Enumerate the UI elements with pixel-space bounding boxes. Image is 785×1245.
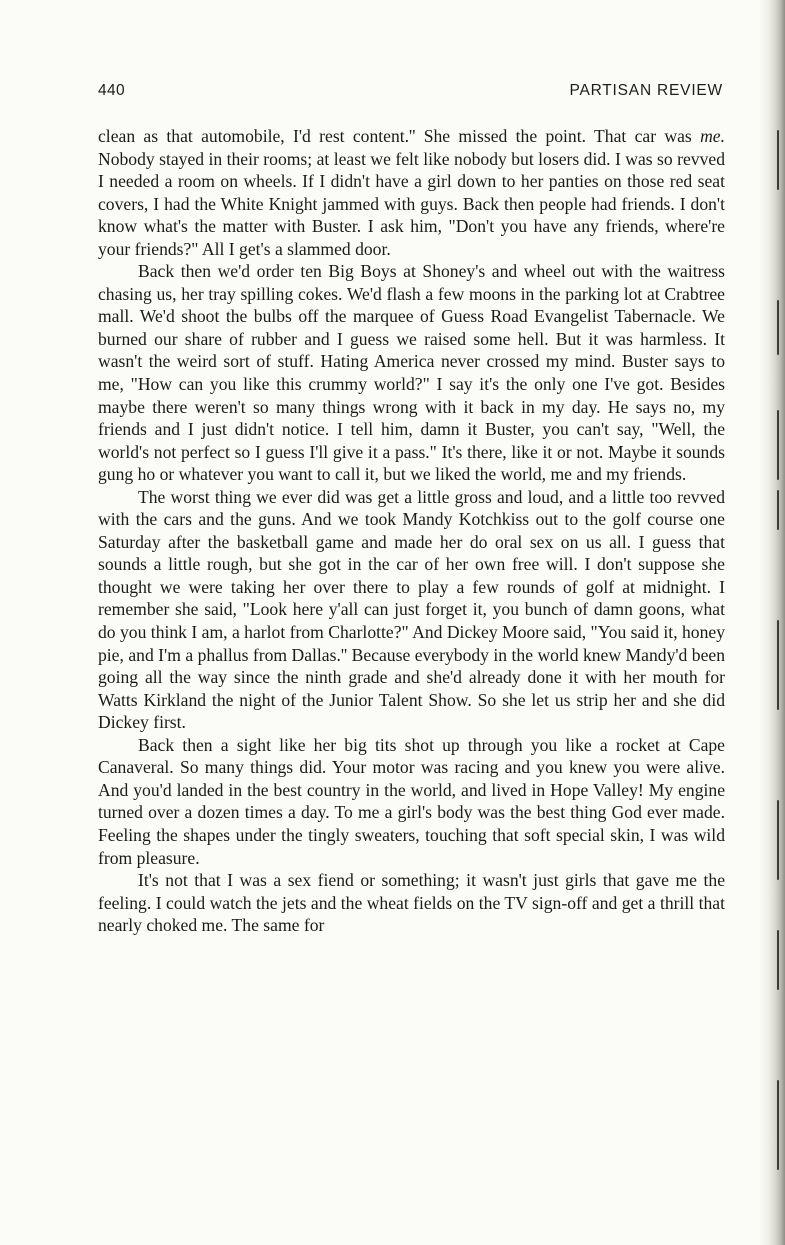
paragraph <box>98 125 725 260</box>
paragraph-text: clean as that automobile, I'd rest content.'' She missed the point. That car was <box>98 126 701 146</box>
paragraph: The worst thing we ever did was get a little gross and loud, and a little too revved with the cars and the guns. And we took Mandy Kotchkiss out to the golf course one Saturday after the basketball game and made her do oral sex on us all. I guess that sounds a little rough, but she got in the car of her own free will. I don't suppose she thought we were taking her over there to play a few rounds of golf at midnight. I remember she said, "Look here y'all can just forget it, you bunch of damn goons, what do you think I am, a harlot from Charlotte?" And Dickey Moore said, "You said it, honey pie, and I'm a phallus from Dallas.'' Because everybody in the world knew Mandy'd been going all the way since the ninth grade and she'd already done it with her mouth for Watts Kirkland the night of the Junior Talent Show. So she let us strip her and she did Dickey first. <box>98 486 725 733</box>
paragraph: It's not that I was a sex fiend or something; it wasn't just girls that gave me the feeling. I could watch the jets and the wheat fields on the TV sign-off and get a thrill that nearly choked me. The same for <box>98 870 725 936</box>
paragraph-text: Nobody stayed in their rooms; at least we felt like nobody but losers did. I was so revved I needed a room on wheels. If I didn't have a girl down to her panties on those red seat covers, I had the White Knight jammed with guys. Back then people had friends. I don't know what's the matter with Buster. I ask him, "Don't you have any friends, where're your friends?" All I get's a slammed door. <box>98 148 725 259</box>
emphasized-word: me. <box>700 126 725 146</box>
running-header <box>98 82 723 106</box>
page-number: 440 <box>98 82 126 99</box>
journal-title: PARTISAN REVIEW <box>569 82 723 99</box>
paragraph: Back then we'd order ten Big Boys at Shoney's and wheel out with the waitress chasing us, her tray spilling cokes. We'd flash a few moons in the parking lot at Crabtree mall. We'd shoot the bulbs off the marquee of Guess Road Evangelist Tabernacle. We burned our share of rubber and I guess we raised some hell. But it was harmless. It wasn't the weird sort of stuff. Hating America never crossed my mind. Buster says to me, "How can you like this crummy world?" I say it's the only one I've got. Besides maybe there weren't so many things wrong with it back in my day. He says no, my friends and I just didn't notice. I tell him, damn it Buster, you can't say, "Well, the world's not perfect so I guess I'll give it a pass." It's there, like it or not. Maybe it sounds gung ho or whatever you want to call it, but we liked the world, me and my friends. <box>98 261 725 485</box>
paragraph: Back then a sight like her big tits shot up through you like a rocket at Cape Canaveral. So many things did. Your motor was racing and you knew you were alive. And you'd landed in the best country in the world, and lived in Hope Valley! My engine turned over a dozen times a day. To me a girl's body was the best thing God ever made. Feeling the shapes under the tingly sweaters, touching that soft special skin, I was wild from pleasure. <box>98 734 725 868</box>
body-text <box>98 125 725 937</box>
page-binding-edge <box>759 0 785 1245</box>
